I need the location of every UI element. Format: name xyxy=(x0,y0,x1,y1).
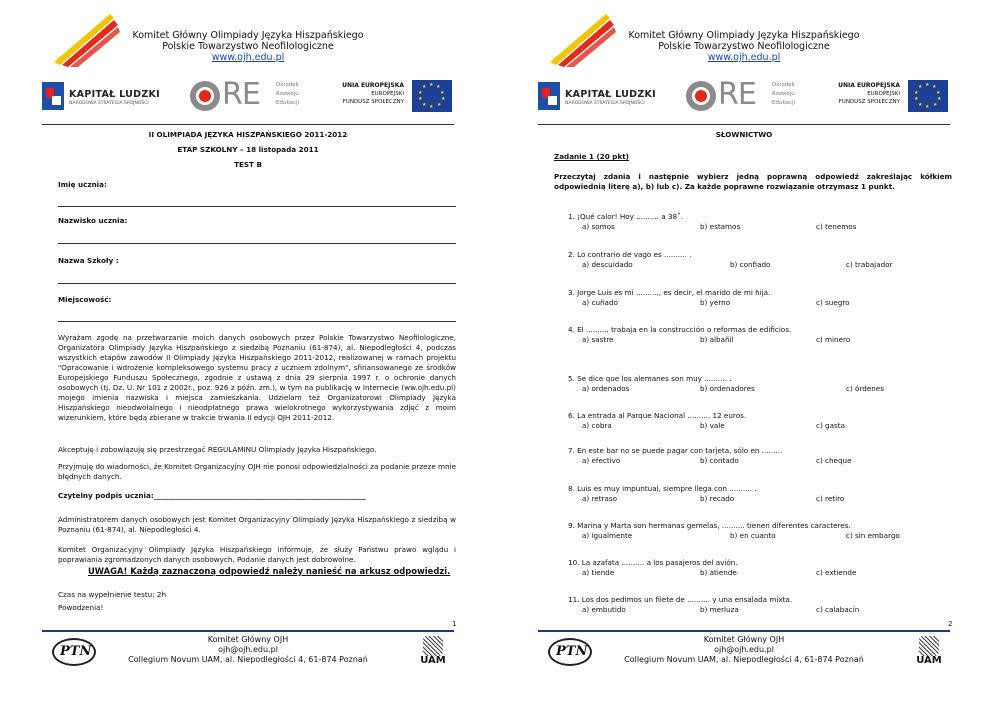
question-text: 8. Luis es muy impuntual, siempre llega con .......... . xyxy=(568,484,757,493)
ptn-logo: PTN xyxy=(548,638,592,666)
eu-flag-icon: ★ ★ ★ ★ ★ ★ ★ ★ ★ ★ xyxy=(412,80,452,112)
section-title: SŁOWNICTWO xyxy=(715,130,773,139)
answer-option-b[interactable]: b) albañil xyxy=(700,335,734,344)
answer-option-a[interactable]: a) sastre xyxy=(582,335,614,344)
question-text: 5. Se dice que los alemanes son muy .......... . xyxy=(568,374,732,383)
question-text: 6. La entrada al Parque Nacional .......... 12 euros. xyxy=(568,411,747,420)
footer-divider xyxy=(538,630,950,632)
page-number: 2 xyxy=(948,620,953,628)
answer-option-c[interactable]: c) sin embargo xyxy=(846,531,900,540)
answer-sheet-warning: UWAGA! Każdą zaznaczoną odpowiedź należy nanieść na arkusz odpowiedzi. xyxy=(88,566,451,576)
question-text: 3. Jorge Luis es mi .........., es decir, el marido de mi hija. xyxy=(568,288,771,297)
eagle-icon xyxy=(423,636,443,656)
answer-option-a[interactable]: a) ordenados xyxy=(582,384,630,393)
eu-flag-icon: ★ ★ ★ ★ ★ ★ ★ ★ ★ ★ xyxy=(908,80,948,112)
header-org: Komitet Główny Olimpiady Języka Hiszpańskiego Polskie Towarzystwo Neofilologiczne www.ojh.edu.pl xyxy=(132,30,364,63)
signature-field[interactable]: Czytelny podpis ucznia:___________________________________________________________ xyxy=(58,491,366,500)
uam-logo: UAM xyxy=(914,636,944,670)
task-instruction: Przeczytaj zdania i następnie wybierz jedną poprawną odpowiedź zakreślając kółkiem odpowiednią literę a), b) lub c). Za każde poprawne rozwiązanie otrzymasz 1 punkt. xyxy=(554,172,952,191)
answer-option-c[interactable]: c) minero xyxy=(816,335,851,344)
answer-option-a[interactable]: a) igualmente xyxy=(582,531,633,540)
header-org: Komitet Główny Olimpiady Języka Hiszpańskiego Polskie Towarzystwo Neofilologiczne www.ojh.edu.pl xyxy=(628,30,860,63)
answer-option-b[interactable]: b) recado xyxy=(700,494,735,503)
question-text: 7. En este bar no se puede pagar con tarjeta, sólo en ......... xyxy=(568,446,783,455)
question-text: 10. La azafata .......... a los pasajeros del avión. xyxy=(568,558,738,567)
answer-option-a[interactable]: a) retraso xyxy=(582,494,618,503)
footer-info: Komitet Główny OJH ojh@ojh.edu.pl Collegium Novum UAM, al. Niepodległości 4, 61-874 Poznań xyxy=(624,635,864,664)
question-text: 2. Lo contrario de vago es .......... . xyxy=(568,250,692,259)
question-text: 11. Los dos pedimos un filete de .......... y una ensalada mixta. xyxy=(568,595,793,604)
answer-option-c[interactable]: c) calabacín xyxy=(816,605,860,614)
uam-logo: UAM xyxy=(418,636,448,670)
answer-option-b[interactable]: b) estamos xyxy=(700,222,741,231)
answer-option-c[interactable]: c) cheque xyxy=(816,456,852,465)
website-link[interactable]: www.ojh.edu.pl xyxy=(707,52,781,63)
kapital-ludzki-logo: KAPITAŁ LUDZKI NARODOWA STRATEGIA SPÓJNOŚCI xyxy=(42,82,172,112)
answer-option-b[interactable]: b) atiende xyxy=(700,568,737,577)
data-rights-info: Komitet Organizacyjny Olimpiady Języka Hiszpańskiego informuje, że służy Państwu prawo wglądu i poprawiania zgromadzonych danych osobowych. Podanie danych jest dobrowolne. xyxy=(58,545,456,564)
answer-option-c[interactable]: c) trabajador xyxy=(846,260,893,269)
sponsor-logos xyxy=(42,78,462,116)
header-divider xyxy=(42,124,454,125)
city-field[interactable] xyxy=(58,321,456,322)
city-label: Miejscowość: xyxy=(58,295,112,304)
answer-option-b[interactable]: b) yerno xyxy=(700,298,731,307)
kapital-ludzki-logo: KAPITAŁ LUDZKI NARODOWA STRATEGIA SPÓJNOŚCI xyxy=(538,82,668,112)
question-text: 9. Marina y Marta son hermanas gemelas, .......... tienen diferentes caracteres. xyxy=(568,521,851,530)
answer-option-c[interactable]: c) suegro xyxy=(816,298,850,307)
ore-logo: RE Ośrodek Rozwoju Edukacji xyxy=(190,78,300,114)
answer-option-c[interactable]: c) retiro xyxy=(816,494,845,503)
answer-option-a[interactable]: a) descuidado xyxy=(582,260,633,269)
answer-option-b[interactable]: b) ordenadores xyxy=(700,384,755,393)
student-surname-field[interactable] xyxy=(58,243,456,244)
student-surname-label: Nazwisko ucznia: xyxy=(58,216,128,225)
rules-acceptance: Akceptuję i zobowiązuję się przestrzegać REGULAMINU Olimpiady Języka Hiszpańskiego. xyxy=(58,445,377,454)
answer-option-a[interactable]: a) embutido xyxy=(582,605,626,614)
ptn-logo: PTN xyxy=(52,638,96,666)
question-text: 4. El .......... trabaja en la construcción o reformas de edificios. xyxy=(568,325,792,334)
exam-test-variant: TEST B xyxy=(234,160,262,169)
answer-option-a[interactable]: a) cuñado xyxy=(582,298,618,307)
answer-option-a[interactable]: a) cobra xyxy=(582,421,612,430)
responsibility-notice: Przyjmuję do wiadomości, że Komitet Organizacyjny OJH nie ponosi odpowiedzialności za podanie przeze mnie błędnych danych. xyxy=(58,462,457,481)
answer-option-a[interactable]: a) tiende xyxy=(582,568,615,577)
task-heading: Zadanie 1 (20 pkt) xyxy=(554,152,629,161)
school-name-field[interactable] xyxy=(58,283,456,284)
eagle-icon xyxy=(919,636,939,656)
footer-info: Komitet Główny OJH ojh@ojh.edu.pl Collegium Novum UAM, al. Niepodległości 4, 61-874 Poznań xyxy=(128,635,368,664)
page-number: 1 xyxy=(452,620,457,628)
school-name-label: Nazwa Szkoły : xyxy=(58,256,119,265)
answer-option-c[interactable]: c) tenemos xyxy=(816,222,857,231)
ore-logo: RE Ośrodek Rozwoju Edukacji xyxy=(686,78,796,114)
website-link[interactable]: www.ojh.edu.pl xyxy=(211,52,285,63)
answer-option-c[interactable]: c) gasta xyxy=(816,421,845,430)
answer-option-b[interactable]: b) confiado xyxy=(730,260,771,269)
consent-paragraph: Wyrażam zgodę na przetwarzanie moich danych osobowych przez Polskie Towarzystwo Neofilologiczne, Organizatora Olimpiady Języka Hiszpańskiego z siedzibą Poznaniu (61-874), al. Niepodległości 4, podczas wszystkich etapów zawodów II Olimpiady Języka Hiszpańskiego 2011-2012, realizowanej w ramach projektu "Opracowanie i wdrożenie kompleksowego systemu pracy z uczniem zdolnym", sfinansowanego ze środków Europejskiego Funduszu Społecznego, zgodnie z ustawą z dnia 29 sierpnia 1997 r. o ochronie danych osobowych (tj. Dz. U. Nr 101 z 2002r., poz. 926 z późn. zm.), w tym na publikację w Internecie (ww.ojh.edu.pl) mojego imienia nazwiska i miejsca zamieszkania. Udzielam też Organizatorowi Olimpiady Języka Hiszpańskiego nieodwołalnego i nieodpłatnego prawa wielokrotnego wykorzystywania zdjęć z moim wizerunkiem, które będą zbierane w trakcie trwania II edycji OJH 2011-2012. xyxy=(58,333,456,422)
answer-option-a[interactable]: a) efectivo xyxy=(582,456,621,465)
answer-option-c[interactable]: c) extiende xyxy=(816,568,857,577)
question-text: 1. ¡Qué calor! Hoy .......... a 38˚. xyxy=(568,212,683,221)
footer-divider xyxy=(42,630,454,632)
student-name-label: Imię ucznia: xyxy=(58,180,107,189)
answer-option-b[interactable]: b) vale xyxy=(700,421,725,430)
sponsor-logos xyxy=(538,78,958,116)
answer-option-b[interactable]: b) en cuanto xyxy=(730,531,776,540)
answer-option-b[interactable]: b) merluza xyxy=(700,605,739,614)
ue-text-logo: UNIA EUROPEJSKA EUROPEJSKI FUNDUSZ SPOŁECZNY xyxy=(838,82,900,105)
student-name-field[interactable] xyxy=(58,206,456,207)
page-2 xyxy=(496,0,992,701)
answer-option-b[interactable]: b) contado xyxy=(700,456,739,465)
header-divider xyxy=(538,124,950,125)
answer-option-a[interactable]: a) somos xyxy=(582,222,615,231)
answer-option-c[interactable]: c) órdenes xyxy=(846,384,884,393)
good-luck: Powodzenia! xyxy=(58,603,104,612)
exam-stage: ETAP SZKOLNY – 18 listopada 2011 xyxy=(177,145,319,154)
ue-text-logo: UNIA EUROPEJSKA EUROPEJSKI FUNDUSZ SPOŁECZNY xyxy=(342,82,404,105)
exam-title: II OLIMPIADA JĘZYKA HISZPAŃSKIEGO 2011-2012 xyxy=(148,130,348,139)
test-duration: Czas na wypełnienie testu: 2h xyxy=(58,590,167,599)
data-administrator: Administratorem danych osobowych jest Komitet Organizacyjny Olimpiady Języka Hiszpańskiego z siedzibą w Poznaniu (61-874), al. Niepodległości 4. xyxy=(58,515,456,534)
